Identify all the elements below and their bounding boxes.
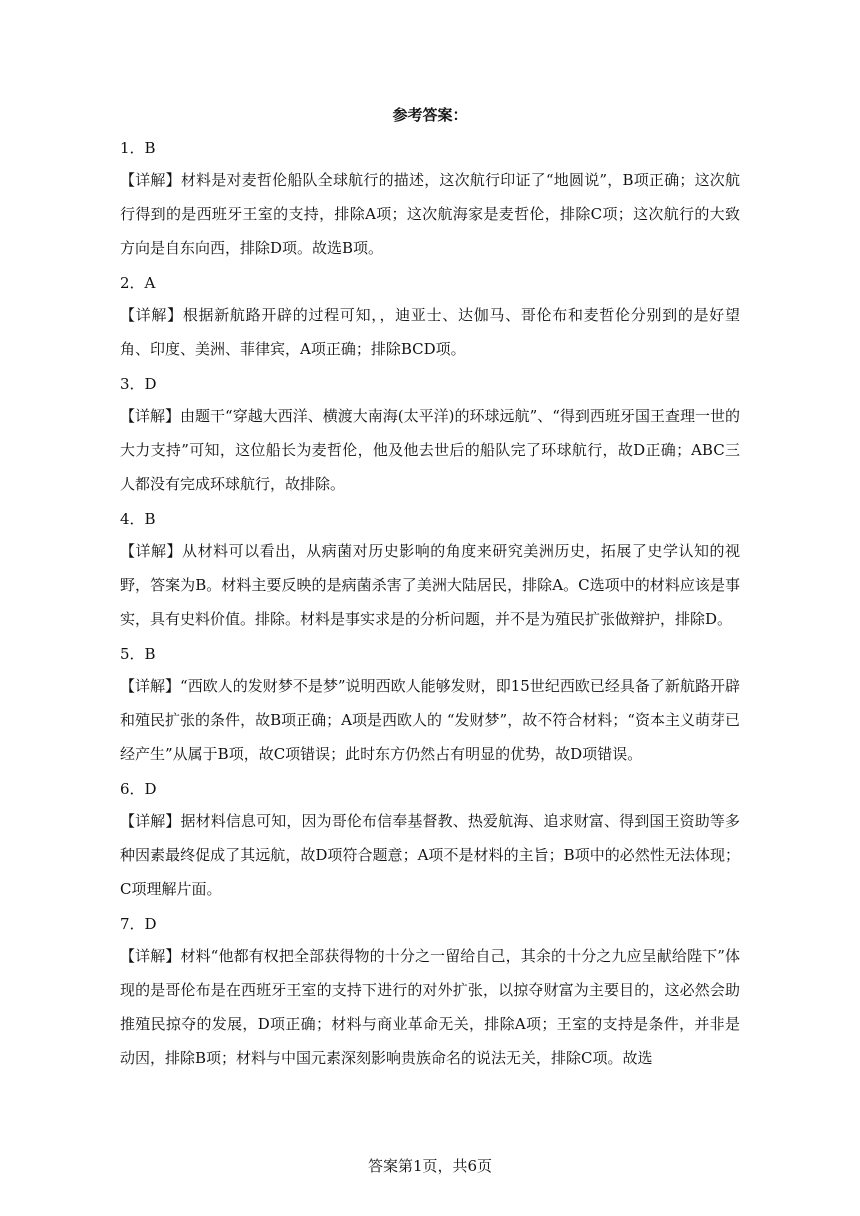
page-footer: 答案第1页，共6页 (367, 1157, 493, 1175)
explanation-text: 【详解】由题干“穿越大西洋、横渡大南海(太平洋)的环球远航”、“得到西班牙国王查理一世的大力支持”可知，这位船长为麦哲伦，他及他去世后的船队完了环球航行，故D正确；ABC三人都没有完成环球航行，故排除。 (120, 407, 740, 493)
question-number: 6．D (120, 780, 157, 798)
explanation-text: 【详解】材料是对麦哲伦船队全球航行的描述，这次航行印证了“地圆说”，B项正确；这次航行得到的是西班牙王室的支持，排除A项；这次航海家是麦哲伦，排除C项；这次航行的大致方向是自东向西，排除D项。故选B项。 (120, 171, 740, 257)
explanation-text: 【详解】根据新航路开辟的过程可知，，迪亚士、达伽马、哥伦布和麦哲伦分别到的是好望角、印度、美洲、菲律宾，A项正确；排除BCD项。 (120, 306, 740, 358)
answer-item-2 (120, 268, 740, 366)
question-number: 2．A (120, 274, 156, 292)
question-number: 1．B (120, 139, 156, 157)
question-number: 7．D (120, 915, 157, 933)
answer-list (120, 130, 740, 1075)
question-number: 3．D (120, 375, 157, 393)
answer-item-1 (120, 133, 740, 265)
explanation-text: 【详解】材料“他都有权把全部获得物的十分之一留给自己，其余的十分之九应呈献给陛下”体现的是哥伦布是在西班牙王室的支持下进行的对外扩张，以掠夺财富为主要目的，这必然会助推殖民掠夺的发展，D项正确；材料与商业革命无关，排除A项；王室的支持是条件，并非是动因，排除B项；材料与中国元素深刻影响贵族命名的说法无关，排除C项。故选 (120, 947, 740, 1067)
explanation-text: 【详解】从材料可以看出，从病菌对历史影响的角度来研究美洲历史，拓展了史学认知的视野，答案为B。材料主要反映的是病菌杀害了美洲大陆居民，排除A。C选项中的材料应该是事实，具有史料价值。排除。材料是事实求是的分析问题，并不是为殖民扩张做辩护，排除D。 (120, 542, 740, 628)
answer-item-7 (120, 909, 740, 1075)
answer-item-6 (120, 774, 740, 906)
answer-item-4 (120, 504, 740, 636)
explanation-text: 【详解】据材料信息可知，因为哥伦布信奉基督教、热爱航海、追求财富、得到国王资助等多种因素最终促成了其远航，故D项符合题意；A项不是材料的主旨；B项中的必然性无法体现；C项理解片面。 (120, 812, 740, 898)
answer-item-5 (120, 639, 740, 771)
explanation-text: 【详解】“西欧人的发财梦不是梦”说明西欧人能够发财，即15世纪西欧已经具备了新航路开辟和殖民扩张的条件，故B项正确；A项是西欧人的 “发财梦”，故不符合材料；“资本主义萌芽已经产生”从属于B项，故C项错误；此时东方仍然占有明显的优势，故D项错误。 (120, 677, 740, 763)
question-number: 5．B (120, 645, 156, 663)
answer-item-3 (120, 369, 740, 501)
page-title: 参考答案： (392, 106, 468, 124)
question-number: 4．B (120, 510, 156, 528)
